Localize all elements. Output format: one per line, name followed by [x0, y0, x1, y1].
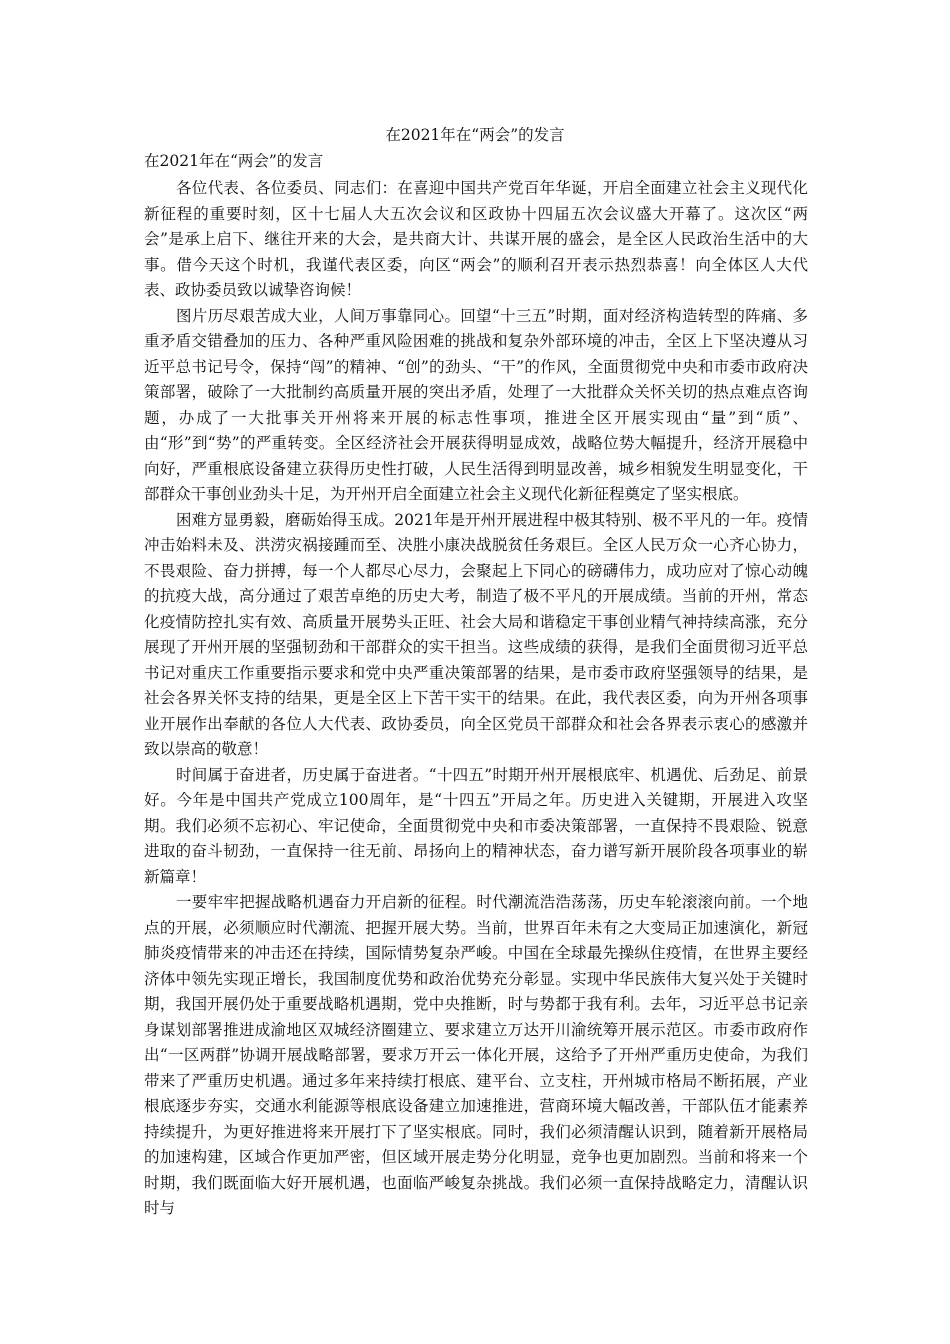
paragraph-review: 图片历尽艰苦成大业，人间万事靠同心。回望“十三五”时期，面对经济构造转型的阵痛、多重矛盾交错叠加的压力、各种严重风险困难的挑战和复杂外部环境的冲击，全区上下坚决遵从习近平总书记号令，保持“闯”的精神、“创”的劲头、“干”的作风，全面贯彻党中央和市委市政府决策部署，破除了一大批制约高质量开展的突出矛盾，处理了一大批群众关怀关切的热点难点咨询题，办成了一大批事关开州将来开展的标志性事项，推进全区开展实现由“量”到“质”、由“形”到“势”的严重转变。全区经济社会开展获得明显成效，战略位势大幅提升，经济开展稳中向好，严重根底设备建立获得历史性打破，人民生活得到明显改善，城乡相貌发生明显变化，干部群众干事创业劲头十足，为开州开启全面建立社会主义现代化新征程奠定了坚实根底。 [144, 306, 808, 503]
paragraph-achievements: 困难方显勇毅，磨砺始得玉成。2021年是开州开展进程中极其特别、极不平凡的一年。疫情冲击始料未及、洪涝灾祸接踵而至、决胜小康决战脱贫任务艰巨。全区人民万众一心齐心协力，不畏艰险、奋力拼搏，每一个人都尽心尽力，会聚起上下同心的磅礴伟力，成功应对了惊心动魄的抗疫大战，高分通过了艰苦卓绝的历史大考，制造了极不平凡的开展成绩。当前的开州，常态化疫情防控扎实有效、高质量开展势头正旺、社会大局和谐稳定干事创业精气神持续高涨，充分展现了开州开展的坚强韧劲和干部群众的实干担当。这些成绩的获得，是我们全面贯彻习近平总书记对重庆工作重要指示要求和党中央严重决策部署的结果，是市委市政府坚强领导的结果，是社会各界关怀支持的结果，更是全区上下苦干实干的结果。在此，我代表区委，向为开州各项事业开展作出奉献的各位人大代表、政协委员，向全区党员干部群众和社会各界表示衷心的感激并致以崇高的敬意！ [144, 510, 808, 758]
document-subtitle: 在2021年在“两会”的发言 [144, 152, 324, 170]
paragraph-greeting: 各位代表、各位委员、同志们：在喜迎中国共产党百年华诞，开启全面建立社会主义现代化新征程的重要时刻，区十七届人大五次会议和区政协十四届五次会议盛大开幕了。这次区“两会”是承上启下、继往开来的大会，是共商大计、共谋开展的盛会，是全区人民政治生活中的大事。借今天这个时机，我谨代表区委，向区“两会”的顺利召开表示热烈恭喜！向全体区人大代表、政协委员致以诚挚咨询候！ [144, 179, 808, 299]
paragraph-outlook: 时间属于奋进者，历史属于奋进者。“十四五”时期开州开展根底牢、机遇优、后劲足、前景好。今年是中国共产党成立100周年，是“十四五”开局之年。历史进入关键期，开展进入攻坚期。我们必须不忘初心、牢记使命，全面贯彻党中央和市委决策部署，一直保持不畏艰险、锐意进取的奋斗韧劲，一直保持一往无前、昂扬向上的精神状态，奋力谱写新开展阶段各项事业的崭新篇章！ [144, 765, 808, 886]
document-title: 在2021年在“两会”的发言 [385, 126, 565, 144]
paragraph-strategy: 一要牢牢把握战略机遇奋力开启新的征程。时代潮流浩浩荡荡，历史车轮滚滚向前。一个地点的开展，必须顺应时代潮流、把握开展大势。当前，世界百年未有之大变局正加速演化，新冠肺炎疫情带来的冲击还在持续，国际情势复杂严峻。中国在全球最先操纵住疫情，在世界主要经济体中领先实现正增长，我国制度优势和政治优势充分彰显。实现中华民族伟大复兴处于关键时期，我国开展仍处于重要战略机遇期，党中央推断，时与势都于我有利。去年，习近平总书记亲身谋划部署推进成渝地区双城经济圈建立、要求建立万达开川渝统筹开展示范区。市委市政府作出“一区两群”协调开展战略部署，要求万开云一体化开展，这给予了开州严重历史使命，为我们带来了严重历史机遇。通过多年来持续打根底、建平台、立支柱，开州城市格局不断拓展，产业根底逐步夯实，交通水利能源等根底设备建立加速推进，营商环境大幅改善，干部队伍才能素养持续提升，为更好推进将来开展打下了坚实根底。同时，我们必须清醒认识到，随着新开展格局的加速构建，区域合作更加严密，但区域开展走势分化明显，竞争也更加剧烈。当前和将来一个时期，我们既面临大好开展机遇，也面临严峻复杂挑战。我们必须一直保持战略定力，清醒认识时与 [144, 893, 808, 1217]
document-body [144, 176, 808, 1222]
